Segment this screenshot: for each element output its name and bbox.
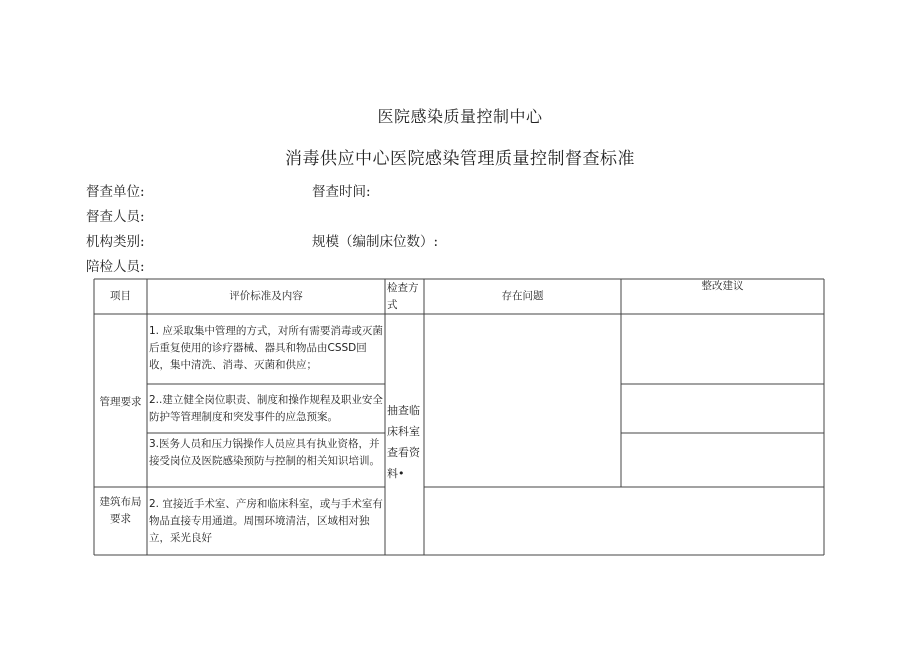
document-title: 医院感染质量控制中心 xyxy=(377,107,543,126)
header-method: 检查方式 xyxy=(387,282,419,311)
inspection-method: 抽查临床科室查看资料• xyxy=(387,404,420,480)
criteria-item: 3.医务人员和压力锅操作人员应具有执业资格，并接受岗位及医院感染预防与控制的相关知识培训。 xyxy=(149,438,380,467)
scale-label: 规模（编制床位数）: xyxy=(312,234,439,250)
criteria-item: 2. 宜接近手术室、产房和临床科室，或与手术室有物品直接专用通道。周围环境清洁，区域相对独立，采光良好 xyxy=(149,498,383,544)
criteria-item: 2..建立健全岗位职责、制度和操作规程及职业安全防护等管理制度和突发事件的应急预案。 xyxy=(149,394,383,423)
section-name-building-layout: 建筑布局要求 xyxy=(99,496,142,525)
header-problems: 存在问题 xyxy=(501,290,544,302)
inspection-time-label: 督查时间: xyxy=(312,184,371,200)
header-criteria: 评价标准及内容 xyxy=(229,290,303,302)
criteria-item: 1. 应采取集中管理的方式，对所有需要消毒或灭菌后重复使用的诊疗器械、器具和物品由CSSD回收，集中清洗、消毒、灭菌和供应； xyxy=(149,325,383,371)
header-item: 项目 xyxy=(110,290,131,302)
document-subtitle: 消毒供应中心医院感染管理质量控制督查标准 xyxy=(285,149,635,169)
inspector-label: 督查人员: xyxy=(86,209,145,225)
inspection-unit-label: 督查单位: xyxy=(86,184,145,200)
section-name-management: 管理要求 xyxy=(99,396,142,408)
institution-category-label: 机构类别: xyxy=(86,234,145,250)
companion-label: 陪检人员: xyxy=(86,259,145,275)
header-suggestions: 整改建议 xyxy=(701,280,744,292)
